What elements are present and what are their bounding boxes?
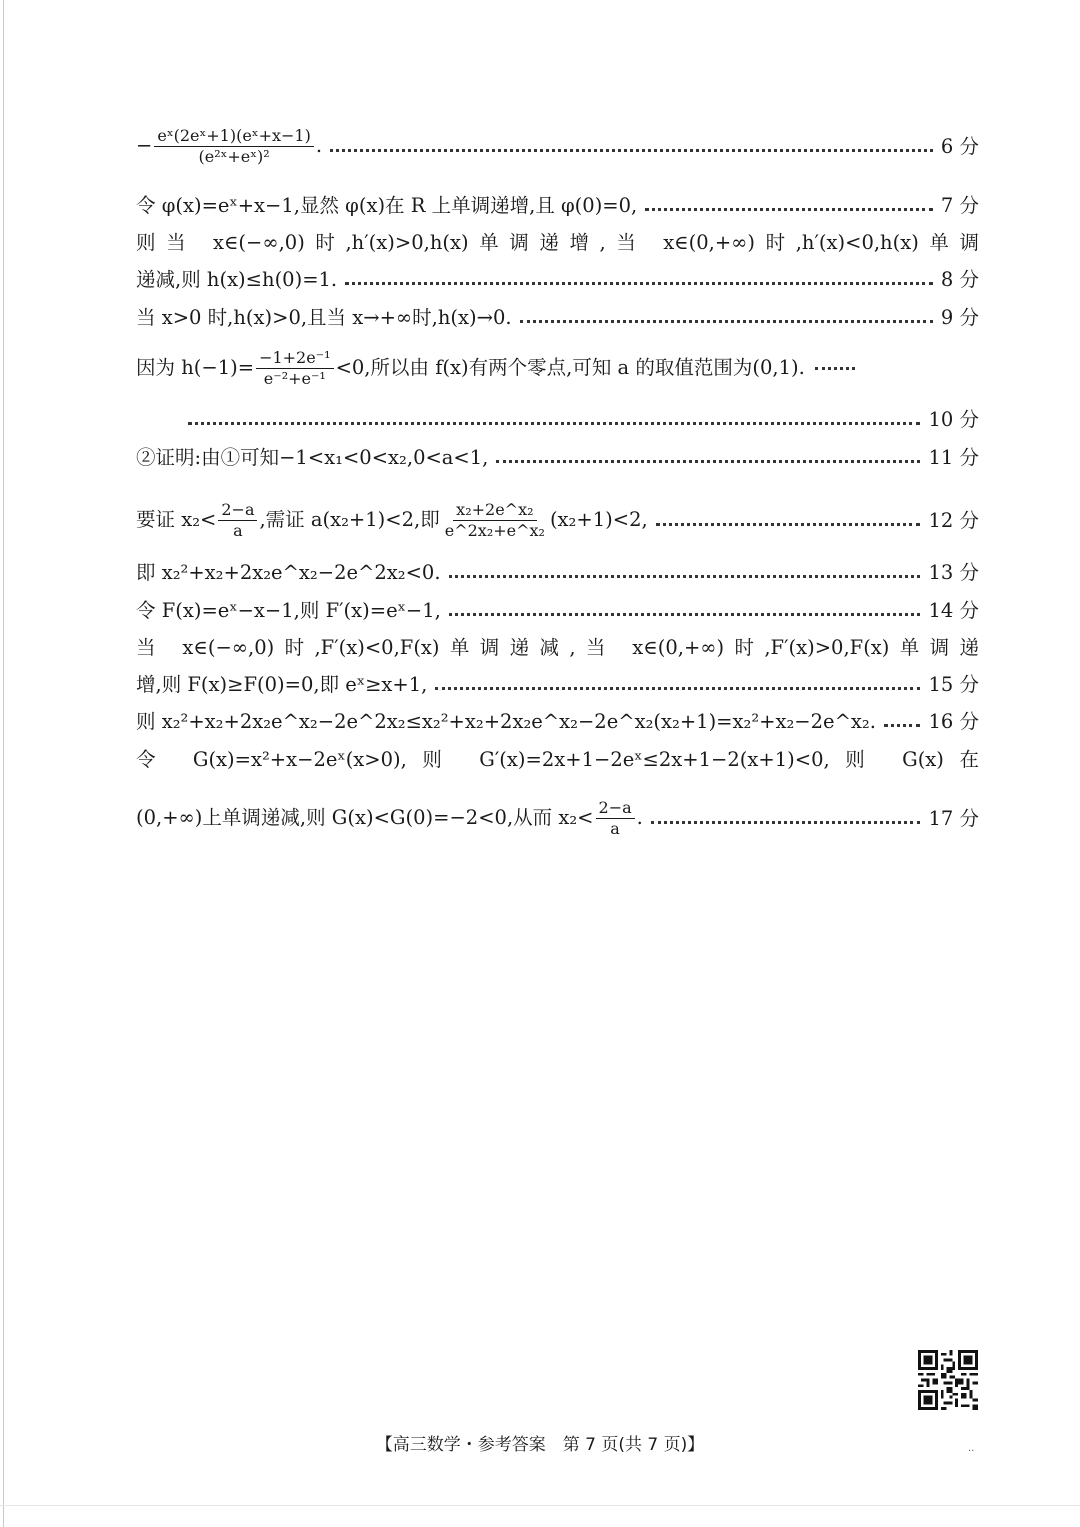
fraction — [154, 128, 314, 165]
fraction-denominator: a — [610, 819, 620, 838]
score-label: 6 分 — [940, 134, 979, 158]
line-text: 因为 h(−1)= — [136, 356, 255, 379]
answer-line — [136, 712, 979, 732]
fraction — [218, 502, 257, 539]
fraction-numerator: 2−a — [596, 800, 635, 819]
leader-dots — [884, 724, 921, 727]
score-label: 14 分 — [928, 599, 979, 622]
fraction-denominator: (e²ˣ+eˣ)² — [198, 147, 270, 166]
score-label: 10 分 — [928, 408, 979, 431]
line-text: 当 x∈(−∞,0)时,F′(x)<0,F(x)单调递减,当 x∈(0,+∞)时,F′(x)>0,F(x)单调递 — [136, 636, 979, 659]
score-label: 8 分 — [940, 268, 979, 291]
leader-dots — [815, 367, 855, 370]
page-footer: 【高三数学・参考答案 第 7 页(共 7 页)】 — [375, 1435, 705, 1455]
line-text-after: ,需证 a(x₂+1)<2,即 — [259, 508, 440, 531]
leader-dots — [330, 149, 933, 152]
fraction-numerator: x₂+2e^x₂ — [453, 502, 536, 521]
fraction-numerator: −1+2e⁻¹ — [256, 350, 334, 369]
leader-dots — [449, 613, 921, 616]
answer-line — [136, 750, 979, 770]
answer-line — [136, 601, 979, 621]
corner-mark: ·· — [968, 1446, 975, 1457]
line-text: 令 F(x)=eˣ−x−1,则 F′(x)=eˣ−1, — [136, 599, 441, 622]
fraction-denominator: e⁻²+e⁻¹ — [263, 369, 326, 388]
qr-code-icon — [918, 1350, 978, 1410]
line-text-after: (x₂+1)<2, — [549, 508, 648, 531]
leader-dots — [645, 208, 933, 211]
line-text-after: . — [315, 134, 323, 157]
leader-dots — [188, 422, 920, 425]
fraction-numerator: eˣ(2eˣ+1)(eˣ+x−1) — [154, 128, 314, 147]
fraction-numerator: 2−a — [218, 502, 257, 521]
answer-line — [136, 308, 979, 328]
line-text: 当 x>0 时,h(x)>0,且当 x→+∞时,h(x)→0. — [136, 306, 512, 329]
line-text: 令 φ(x)=eˣ+x−1,显然 φ(x)在 R 上单调递增,且 φ(0)=0, — [136, 194, 638, 217]
score-label: 11 分 — [928, 446, 979, 469]
line-text: 递减,则 h(x)≤h(0)=1. — [136, 268, 338, 291]
line-text: (0,+∞)上单调递减,则 G(x)<G(0)=−2<0,从而 x₂< — [136, 806, 594, 829]
line-text: 增,则 F(x)≥F(0)=0,即 eˣ≥x+1, — [136, 673, 428, 696]
line-text: 令 G(x)=x²+x−2eˣ(x>0),则 G′(x)=2x+1−2eˣ≤2x+1−2(x+1)<0,则 G(x)在 — [136, 748, 979, 771]
answer-line — [136, 638, 979, 658]
score-label: 15 分 — [928, 673, 979, 696]
score-label: 16 分 — [928, 710, 979, 733]
line-text: 则当 x∈(−∞,0)时,h′(x)>0,h(x)单调递增,当 x∈(0,+∞)时,h′(x)<0,h(x)单调 — [136, 231, 979, 254]
answer-line — [136, 563, 979, 583]
fraction — [442, 502, 548, 539]
line-text: 要证 x₂< — [136, 508, 217, 531]
answer-line — [136, 448, 979, 468]
score-label: 9 分 — [940, 306, 979, 329]
line-text: 即 x₂²+x₂+2x₂e^x₂−2e^2x₂<0. — [136, 561, 441, 584]
fraction — [256, 350, 334, 387]
leader-dots — [656, 523, 921, 526]
page-edge — [3, 0, 4, 1527]
leader-dots — [520, 320, 933, 323]
fraction-denominator: e^2x₂+e^x₂ — [444, 521, 545, 540]
score-label: 17 分 — [928, 806, 979, 830]
leader-dots — [496, 460, 920, 463]
line-text-after: <0,所以由 f(x)有两个零点,可知 a 的取值范围为(0,1). — [335, 356, 805, 379]
line-text-after: . — [636, 806, 643, 829]
answer-line — [136, 410, 979, 430]
answer-line — [136, 502, 979, 539]
line-text: 则 x₂²+x₂+2x₂e^x₂−2e^2x₂≤x₂²+x₂+2x₂e^x₂−2e^x₂(x₂+1)=x₂²+x₂−2e^x₂. — [136, 710, 876, 733]
answer-line — [136, 270, 979, 290]
line-text: − — [136, 134, 153, 157]
score-label: 12 分 — [928, 508, 979, 532]
answer-line — [136, 800, 979, 837]
answer-line — [136, 128, 979, 165]
answer-line — [136, 233, 979, 253]
line-text: ②证明:由①可知−1<x₁<0<x₂,0<a<1, — [136, 446, 489, 469]
answer-line — [136, 675, 979, 695]
answer-line — [136, 196, 979, 216]
leader-dots — [651, 821, 921, 824]
fraction — [596, 800, 635, 837]
fraction-denominator: a — [233, 521, 243, 540]
score-label: 13 分 — [928, 561, 979, 584]
leader-dots — [435, 687, 920, 690]
score-label: 7 分 — [940, 194, 979, 217]
leader-dots — [345, 282, 933, 285]
leader-dots — [449, 575, 921, 578]
answer-line — [136, 350, 979, 387]
page-bottom-edge — [0, 1505, 1080, 1506]
